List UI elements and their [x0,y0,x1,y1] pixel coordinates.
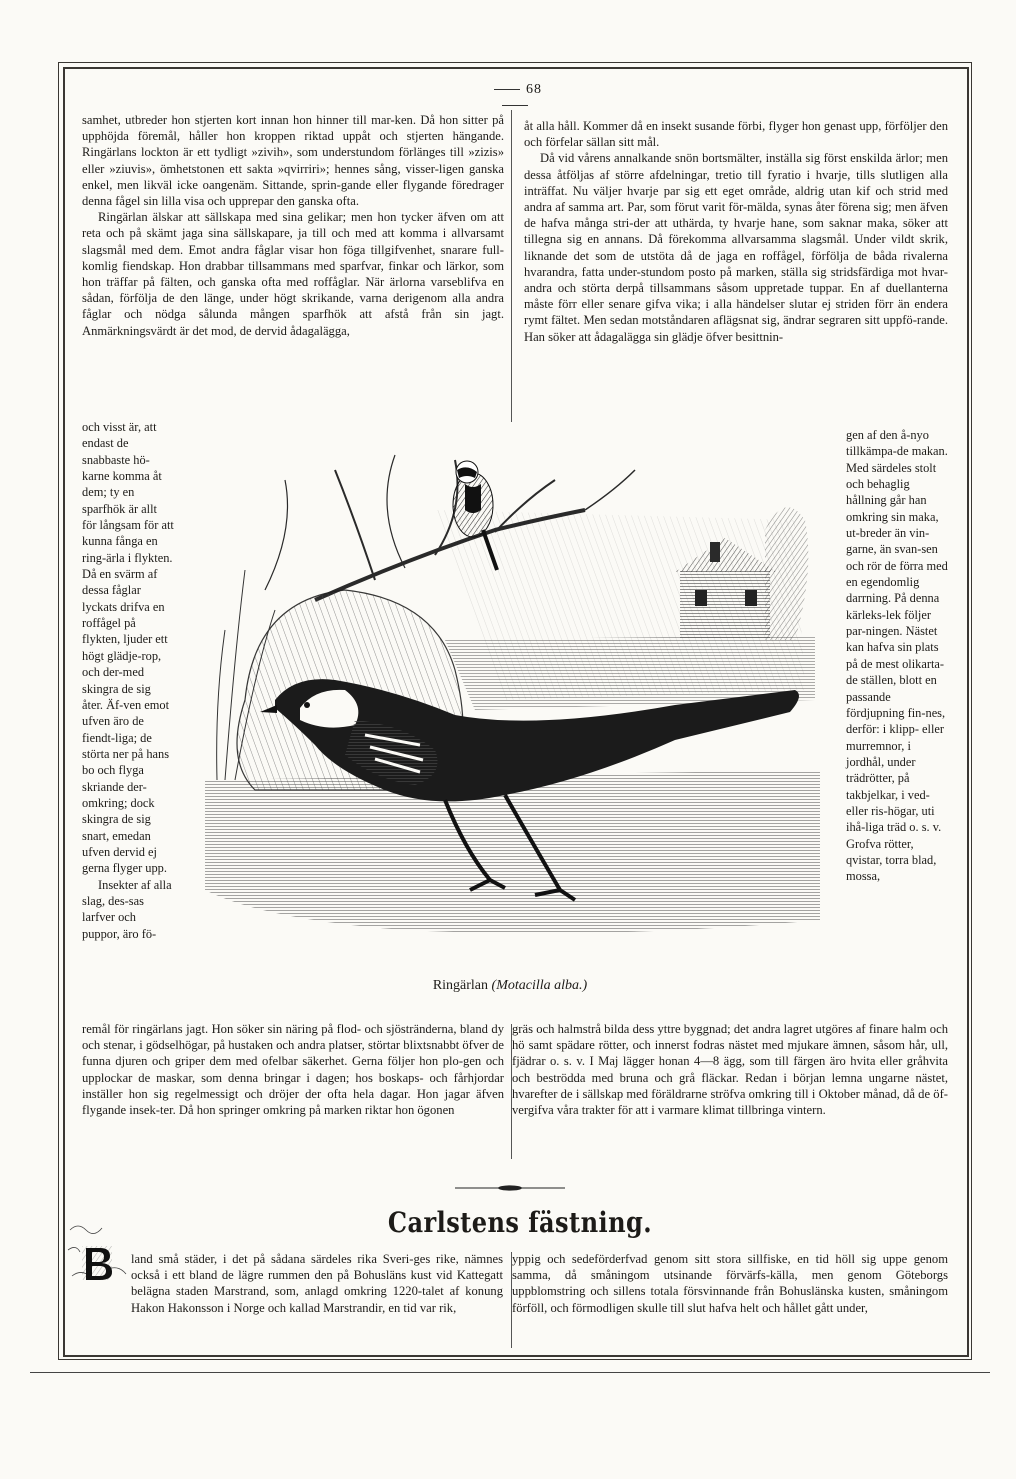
right-narrow-text [846,427,948,1019]
section-ornament [455,1185,565,1191]
paragraph: Då vid vårens annalkande snön bortsmälter, inställa sig först enskilda ärlor; men dessa åtföljas af större afdelningar, tretio till fyratio i hvarje, tills slutligen alla inträffat. Nu väljer hvarje par sig ett eget område, aldrig utan kif och strid med andra af samma art. Par, som förut varit för-mälda, synas åter förena sig; men äfven de hafva många stri-der att uthärda, ty hvarje hane, som saknar maka, söker att tillegna sig en annans. Då förekomma allvarsamma slagsmål. Under vildt skrik, liknande det som de utstöta då de jaga en roffågel, förfölja de båda rivalerna hvarandra, fatta under-stundom posto på marken, ställa sig stridsfärdiga mot hvar-andra och störta derpå tillsammans såsom uppretade tuppar. En af duellanterna måste förr eller senare gifva vika; i alla händelser slutar ej striden förr än endera rymt fältet. Men sedan motståndaren aflägsnat sig, ändrar segraren sitt uppfö-rande. Han söker att ådagalägga sin glädje öfver besittnin- [524,151,948,344]
article2-right-text [512,1251,948,1316]
article-title: Carlstens fästning. [387,1206,653,1239]
left-bottom-text [82,1021,504,1118]
paragraph: land små städer, i det på sådana särdeles rika Sveri-ges rike, nämnes också i ett bland de lägre rummen den på Bohusläns kust vid Kattegatt belägna staden Marstrand, som, anlagd omkring 1220-talet af konung Hakon Hakonsson i Norge och kallad Marstrandir, en tid var rik, [131,1252,503,1315]
page-number: 68 [470,82,560,114]
paragraph: och visst är, att endast de snabbaste hö-karne komma åt dem; ty en sparfhök är allt för långsam för att kunna fånga en ring-ärla i flykten. Då en svärm af dessa fåglar lyckats drifva en roffågel på flykten, ljuder ett högt glädje-rop, och der-med skingra de sig åter. Äf-ven emot ufven äro de fiendt-liga; de störta ner på hans bo och flyga skriande der-omkring; dock skingra de sig snart, emedan ufven dervid ej gerna flyger upp. [82,420,174,876]
wagtail-engraving [205,450,820,965]
right-bottom-text [512,1021,948,1118]
column-rule-top [511,110,512,422]
paragraph: Insekter af alla slag, des-sas larfver och puppor, äro fö- [82,877,172,941]
page-bottom-rule [30,1372,990,1373]
paragraph: åt alla håll. Kommer då en insekt susande förbi, flyger hon genast upp, förföljer den och förfelar sällan sitt mål. [524,119,948,150]
caption-common-name: Ringärlan [432,978,489,993]
tree-right [765,507,808,640]
decorated-initial-b [66,1220,130,1286]
paragraph: remål för ringärlans jagt. Hon söker sin näring på flod- och sjöstränderna, bland dy och stenar, i gödselhögar, på hustaken och andra platser, störtar blixtsnabbt öfver de funna djuren och griper dem med ofelbar säkerhet. Gerna följer hon plo-gen och upplockar de maskar, som denna bringar i dagen; hos boskaps- och fårhjordar inställer hon sig regelmessigt och dröjer der ofta hela dagar. Hon jagar äfven flygande insek-ter. Då hon springer omkring på marken riktar hon ögonen [82,1022,504,1118]
article2-left-text [131,1251,503,1316]
left-column-text [82,112,504,339]
paragraph: gen af den å-nyo tillkämpa-de makan. Med särdeles stolt och behaglig hållning går han omkring sin maka, ut-breder än vin-garne, än svan-sen och rör de förra med en egendomlig darrning. På denna kärleks-lek följer par-ningen. Nästet kan hafva sin plats på de mest olikarta-de ställen, blott en passande fördjupning fin-nes, derför: i klipp- eller murremnor, i jordhål, under trädrötter, på takbjelkar, i ved- eller ris-högar, uti ihå-liga träd o. s. v. Grofva rötter, qvistar, torra blad, mossa, [846,428,948,884]
figure-caption [330,978,690,994]
left-narrow-text [82,419,174,957]
paragraph: samhet, utbreder hon stjerten kort innan hon hinner till mar-ken. Då hon sitter på upphöjda föremål, håller hon kroppen riktad uppåt och stjerten hängande. Ringärlans lockton är ett tydligt »zivih», som understundom förlänges till »zizis» eller »ziuvis», ömhetstonen ett sakta »qvirriri»; hennes sång, visser-ligen ganska enkel, men likväl icke oangenäm. Sittande, sprin-gande eller flygande föredrager denna fågel sin lilla visa och upprepar den ganska ofta. [82,113,504,209]
ground [205,770,820,933]
caption-latin-name: (Motacilla alba.) [491,978,588,993]
paragraph: yppig och sedeförderfvad genom sitt stora sillfiske, en tid höll sig uppe genom samma, då småningom utsinande förvärfs-källa, men genom Göteborgs uppblomstring och sillens totala försvinnande från Bohuslänska kusten, småningom förföll, och förmodligen skulle till slut hafva helt och hållet gått under, [512,1252,948,1315]
paragraph: gräs och halmstrå bilda dess yttre byggnad; det andra lagret utgöres af finare halm och hö samt spädare rötter, och innerst fodras nästet med mjukare ämnen, såsom hår, ull, fjädrar o. s. v. I Maj lägger honan 4—8 ägg, som till färgen äro hvita eller gråhvita och beströdda med bruna och grå fläckar. Redan i början lemna ungarne nästet, hvarefter de i sällskap med föräldrarne ströfva omkring till i Oktober månad, då de öf-vergifva våra trakter för att i varmare klimat tillbringa vintern. [512,1022,948,1118]
right-column-text [524,118,948,345]
paragraph: Ringärlan älskar att sällskapa med sina gelikar; men hon tycker äfven om att reta och på skämt jaga sina sällskapare, ja till och med att komma i allvarsamt slagsmål med dem. Emot andra fåglar visar hon föga tillgifvenhet, snarare full-komlig fiendskap. Hon drabbar tillsammans med sparfvar, finkar och lärkor, som hon träffar på fälten, och ganska ofta med roffåglar. När ärlorna varseblifva en sådan, förfölja de den länge, under högt skrikande, varna derigenom alla andra fåglar och nödga sålunda mången sparfhök att afstå från sin jagt. Anmärkningsvärdt är det mod, de dervid ådagalägga, [82,210,504,338]
